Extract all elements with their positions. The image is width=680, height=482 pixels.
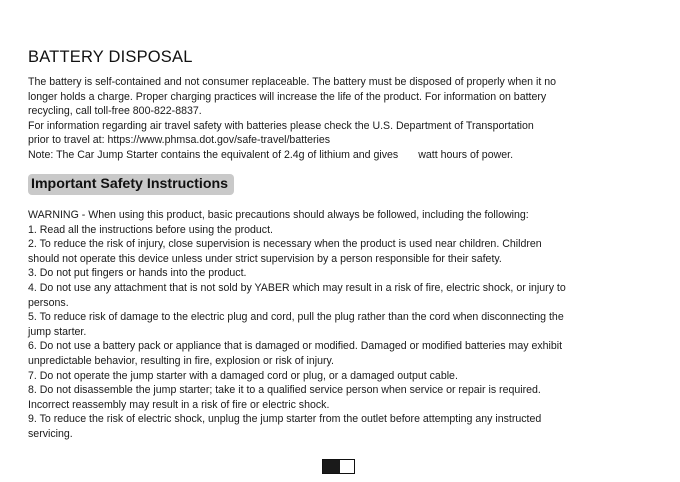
text-line: 9. To reduce the risk of electric shock, unplug the jump starter from the outlet before attempting any instructed bbox=[28, 413, 542, 426]
text-line: 2. To reduce the risk of injury, close supervision is necessary when the product is used near children. Children bbox=[28, 238, 542, 251]
text-line: 3. Do not put fingers or hands into the product. bbox=[28, 267, 247, 280]
page-indicator-fill bbox=[323, 460, 340, 473]
text-line: 1. Read all the instructions before using the product. bbox=[28, 223, 273, 236]
text-line: recycling, call toll-free 800-822-8837. bbox=[28, 105, 202, 118]
safety-instructions-heading: Important Safety Instructions bbox=[28, 174, 234, 195]
note-text-end: watt hours of power. bbox=[418, 148, 514, 161]
battery-disposal-text bbox=[28, 75, 640, 163]
text-line: 4. Do not use any attachment that is not sold by YABER which may result in a risk of fire, electric shock, or injury to bbox=[28, 281, 566, 294]
text-line: 8. Do not disassemble the jump starter; take it to a qualified service person when service or repair is required. bbox=[28, 384, 541, 397]
text-line: servicing. bbox=[28, 427, 73, 440]
text-line: should not operate this device unless under strict supervision by a person responsible for their safety. bbox=[28, 252, 502, 265]
text-line: 6. Do not use a battery pack or appliance that is damaged or modified. Damaged or modified batteries may exhibit bbox=[28, 340, 563, 353]
battery-note bbox=[28, 148, 640, 163]
text-line: WARNING - When using this product, basic precautions should always be followed, including the following: bbox=[28, 209, 529, 221]
safety-instructions-text bbox=[28, 208, 640, 442]
text-line: 5. To reduce risk of damage to the electric plug and cord, pull the plug rather than the cord when disconnecting the bbox=[28, 311, 564, 324]
text-line: jump starter. bbox=[28, 325, 87, 338]
text-line: unpredictable behavior, resulting in fire, explosion or risk of injury. bbox=[28, 354, 335, 367]
text-line: The battery is self-contained and not consumer replaceable. The battery must be disposed of properly when it no bbox=[28, 76, 557, 88]
text-line: prior to travel at: https://www.phmsa.dot.gov/safe-travel/batteries bbox=[28, 134, 331, 147]
page-indicator-icon bbox=[322, 459, 355, 474]
text-line: 7. Do not operate the jump starter with a damaged cord or plug, or a damaged output cable. bbox=[28, 369, 458, 382]
text-line: longer holds a charge. Proper charging practices will increase the life of the product. For information on battery bbox=[28, 90, 547, 103]
text-line: Incorrect reassembly may result in a risk of fire or electric shock. bbox=[28, 398, 330, 411]
text-line: For information regarding air travel safety with batteries please check the U.S. Department of Transportation bbox=[28, 119, 534, 132]
note-text: Note: The Car Jump Starter contains the equivalent of 2.4g of lithium and gives bbox=[28, 148, 399, 161]
page-indicator-blank bbox=[340, 460, 354, 473]
battery-disposal-heading: BATTERY DISPOSAL bbox=[28, 48, 193, 66]
text-line: persons. bbox=[28, 296, 69, 309]
